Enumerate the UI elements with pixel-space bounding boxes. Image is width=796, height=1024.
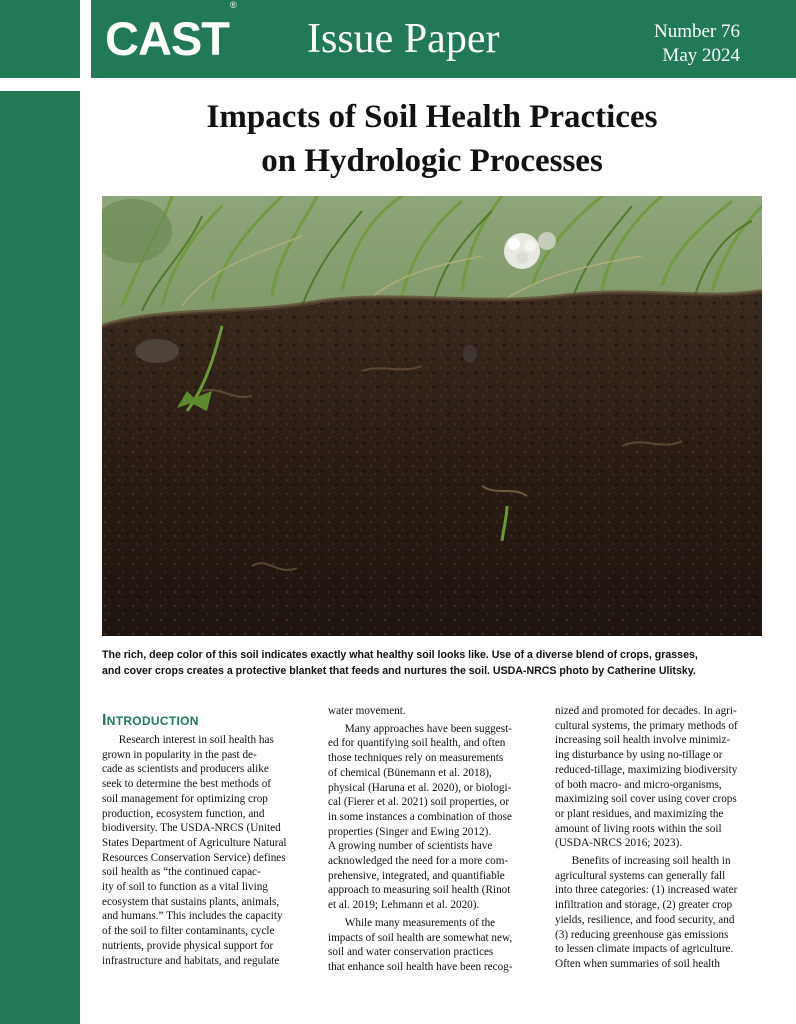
text-line: of the soil to filter contaminants, cycle <box>102 925 275 938</box>
col2-paragraph-1 <box>328 704 536 719</box>
text-line: water movement. <box>328 705 406 717</box>
text-line: ity of soil to function as a vital living <box>102 881 268 894</box>
text-line: soil and water conservation practices <box>328 946 494 959</box>
heading-rest: NTRODUCTION <box>106 714 199 728</box>
text-line: cade as scientists and producers alike <box>102 763 269 776</box>
text-line: biodiversity. The USDA-NRCS (United <box>102 822 281 835</box>
text-line: seek to determine the best methods of <box>102 778 272 791</box>
text-line: States Department of Agriculture Natural <box>102 836 287 849</box>
sidebar-divider <box>0 78 80 91</box>
text-line: of chemical (Bünemann et al. 2018), <box>328 766 492 779</box>
text-line: or plant residues, and maximizing the <box>555 807 724 820</box>
text-line: ing disturbance by using no-tillage or <box>555 749 723 762</box>
issue-number: Number 76 <box>653 21 740 42</box>
text-line: While many measurements of the <box>328 916 496 929</box>
text-line: et al. 2019; Lehmann et al. 2020). <box>328 899 480 912</box>
text-line: approach to measuring soil health (Rinot <box>328 884 511 897</box>
col2-paragraph-2 <box>328 722 536 913</box>
text-line: acknowledged the need for a more com- <box>328 855 509 868</box>
column-3 <box>555 704 765 972</box>
text-line: Often when summaries of soil health <box>555 957 720 970</box>
col3-paragraph-1 <box>555 704 765 851</box>
text-line: into three categories: (1) increased water <box>555 884 738 897</box>
text-line: amount of living roots within the soil <box>555 822 722 835</box>
text-line: increasing soil health involve minimiz- <box>555 734 731 747</box>
text-line: cultural systems, the primary methods of <box>555 719 738 732</box>
text-line: (3) reducing greenhouse gas emissions <box>555 928 729 941</box>
text-line: of both macro- and micro-organisms, <box>555 778 722 791</box>
photo-caption <box>102 647 772 679</box>
text-line: prehensive, integrated, and quantifiable <box>328 869 505 882</box>
text-line: to lessen climate impacts of agriculture. <box>555 943 734 956</box>
left-sidebar-band <box>0 0 80 1024</box>
section-heading-introduction <box>102 712 310 730</box>
caption-line-1: The rich, deep color of this soil indicates exactly what healthy soil looks like. Use of a diverse blend of crops, grasses, <box>102 649 698 661</box>
text-line: and humans.” This includes the capacity <box>102 910 283 923</box>
text-line: cal (Fierer et al. 2021) soil properties, or <box>328 796 510 809</box>
text-line: ed for quantifying soil health, and often <box>328 737 506 750</box>
text-line: soil management for optimizing crop <box>102 792 268 805</box>
page-title <box>102 95 762 183</box>
text-line: reduced-tillage, maximizing biodiversity <box>555 763 738 776</box>
text-line: Many approaches have been suggest- <box>328 722 512 735</box>
text-line: properties (Singer and Ewing 2012). <box>328 825 492 838</box>
column-2 <box>328 704 536 975</box>
caption-line-2: and cover crops creates a protective blanket that feeds and nurtures the soil. USDA-NRCS photo by Catherine Ulitsky. <box>102 665 696 677</box>
text-line: that enhance soil health have been recog- <box>328 960 513 973</box>
cast-logo <box>105 0 236 65</box>
series-title: Issue Paper <box>307 16 500 62</box>
col1-paragraph <box>102 733 310 968</box>
heading-initial: I <box>102 712 107 729</box>
text-line: A growing number of scientists have <box>328 840 493 853</box>
title-line-1: Impacts of Soil Health Practices <box>206 99 658 135</box>
text-line: those techniques rely on measurements <box>328 752 504 765</box>
col3-paragraph-2 <box>555 854 765 972</box>
text-line: Research interest in soil health has <box>102 734 274 746</box>
logo-text: CAST <box>105 12 229 65</box>
text-line: nutrients, provide physical support for <box>102 939 274 952</box>
text-line: infrastructure and habitats, and regulate <box>102 954 280 967</box>
header-band <box>91 0 796 78</box>
registered-mark: ® <box>229 0 236 11</box>
col2-paragraph-3 <box>328 916 536 975</box>
text-line: maximizing soil cover using cover crops <box>555 793 737 806</box>
text-line: yields, resilience, and food security, and <box>555 913 735 926</box>
text-line: Benefits of increasing soil health in <box>555 855 731 868</box>
text-line: ecosystem that sustains plants, animals, <box>102 895 280 908</box>
text-line: production, ecosystem function, and <box>102 807 265 820</box>
issue-date: May 2024 <box>662 45 740 66</box>
text-line: agricultural systems can generally fall <box>555 869 726 882</box>
title-line-2: on Hydrologic Processes <box>261 143 603 179</box>
text-line: physical (Haruna et al. 2020), or biologi- <box>328 781 512 794</box>
text-line: impacts of soil health are somewhat new, <box>328 931 513 944</box>
column-1 <box>102 706 310 968</box>
text-line: soil health as “the continued capac- <box>102 866 261 879</box>
text-line: grown in popularity in the past de- <box>102 748 257 761</box>
text-line: in some instances a combination of those <box>328 810 512 823</box>
text-line: (USDA-NRCS 2016; 2023). <box>555 837 683 850</box>
text-line: nized and promoted for decades. In agri- <box>555 705 737 717</box>
text-line: Resources Conservation Service) defines <box>102 851 286 864</box>
soil-photo <box>102 196 762 636</box>
text-line: infiltration and storage, (2) greater crop <box>555 899 733 912</box>
